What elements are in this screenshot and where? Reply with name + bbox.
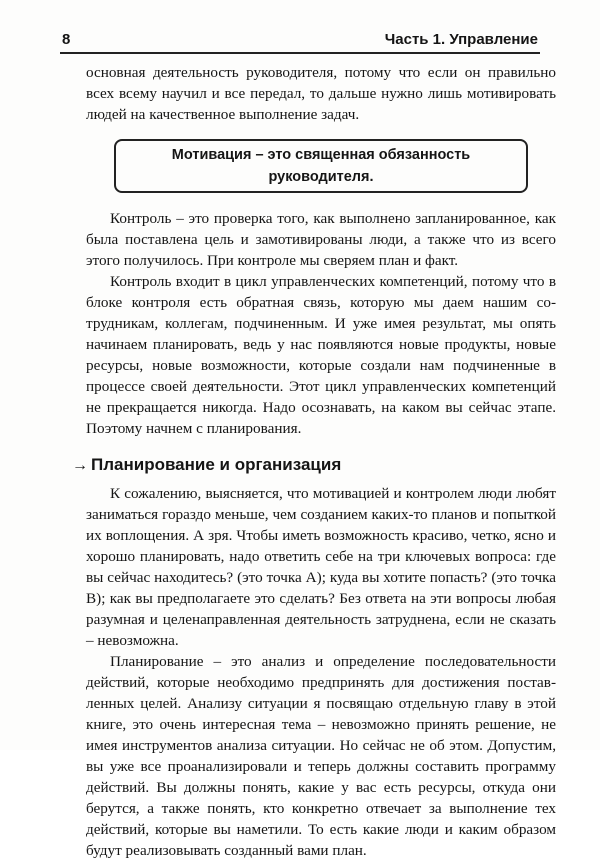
part-title: Часть 1. Управление (384, 31, 538, 48)
running-header (60, 28, 540, 54)
section-heading (72, 454, 556, 477)
callout-wrapper (86, 139, 556, 193)
section-heading-text: Планирование и организация (91, 455, 342, 474)
paragraph-planning-intro: К сожалению, выясняется, что мотивацией и контролем люди любят заниматься гораздо меньше, чем созданием каких-то планов и попыткой их воплощения. А зря. Чтобы иметь возможность красиво, четко, ясно и хорошо планировать, надо ответить себе на три ключевых вопроса: где вы сейчас находитесь? (это точка А); куда вы хотите попасть? (это точка В); как вы предполагаете это сделать? Без ответа на эти вопросы любая разумная и целенаправленная деятельность затруднена, если не сказать – невозможна. (86, 485, 556, 649)
paragraph-control-cycle: Контроль входит в цикл управленческих компетенций, потому что в блоке контроля есть обратная связь, которую мы даем нашим сотрудникам, коллегам, подчиненным. И уже имея результат, мы опять начинаем планировать, ведь у нас появляются новые продукты, новые ресурсы, новые возможности, которые создали нам подчиненные в процессе своей деятельности. Этот цикл управленческих компетенций не прекращается никогда. Надо осознавать, на каком вы сейчас этапе. Поэтому начнем с планирования. (86, 273, 556, 437)
intro-paragraph: основная деятельность руководителя, потому что если он правильно всех всему научил и все передал, то дальше нужно лишь мотивировать людей на качественное выполнение задач. (86, 64, 556, 123)
paragraph-planning-definition: Планирование – это анализ и определение последовательности действий, которые необходимо предпринять для достижения поставленных целей. Анализу ситуации я посвящаю отдельную главу в этой книге, это очень интересная тема – невозможно принять решение, не имея инструментов анализа ситуации. Но сейчас не об этом. Допустим, вы уже все проанализировали и теперь должны составить программу действий. Вы должны понять, какие у вас есть ресурсы, откуда они берутся, а также понять, кто конкретно отвечает за выполнение тех действий, которые вы наметили. То есть какие люди и каким образом будут реализовывать созданный вами план. (86, 653, 556, 859)
page-body (72, 62, 556, 861)
page-number: 8 (62, 31, 71, 48)
paragraph-control-definition: Контроль – это проверка того, как выполнено запланированное, как была поставлена цель и замотивированы люди, а также что из всего этого получилось. При контроле мы сверяем план и факт. (86, 210, 556, 269)
arrow-right-icon: → (72, 457, 88, 474)
callout-box: Мотивация – это священная обязанность руководителя. (114, 139, 528, 193)
